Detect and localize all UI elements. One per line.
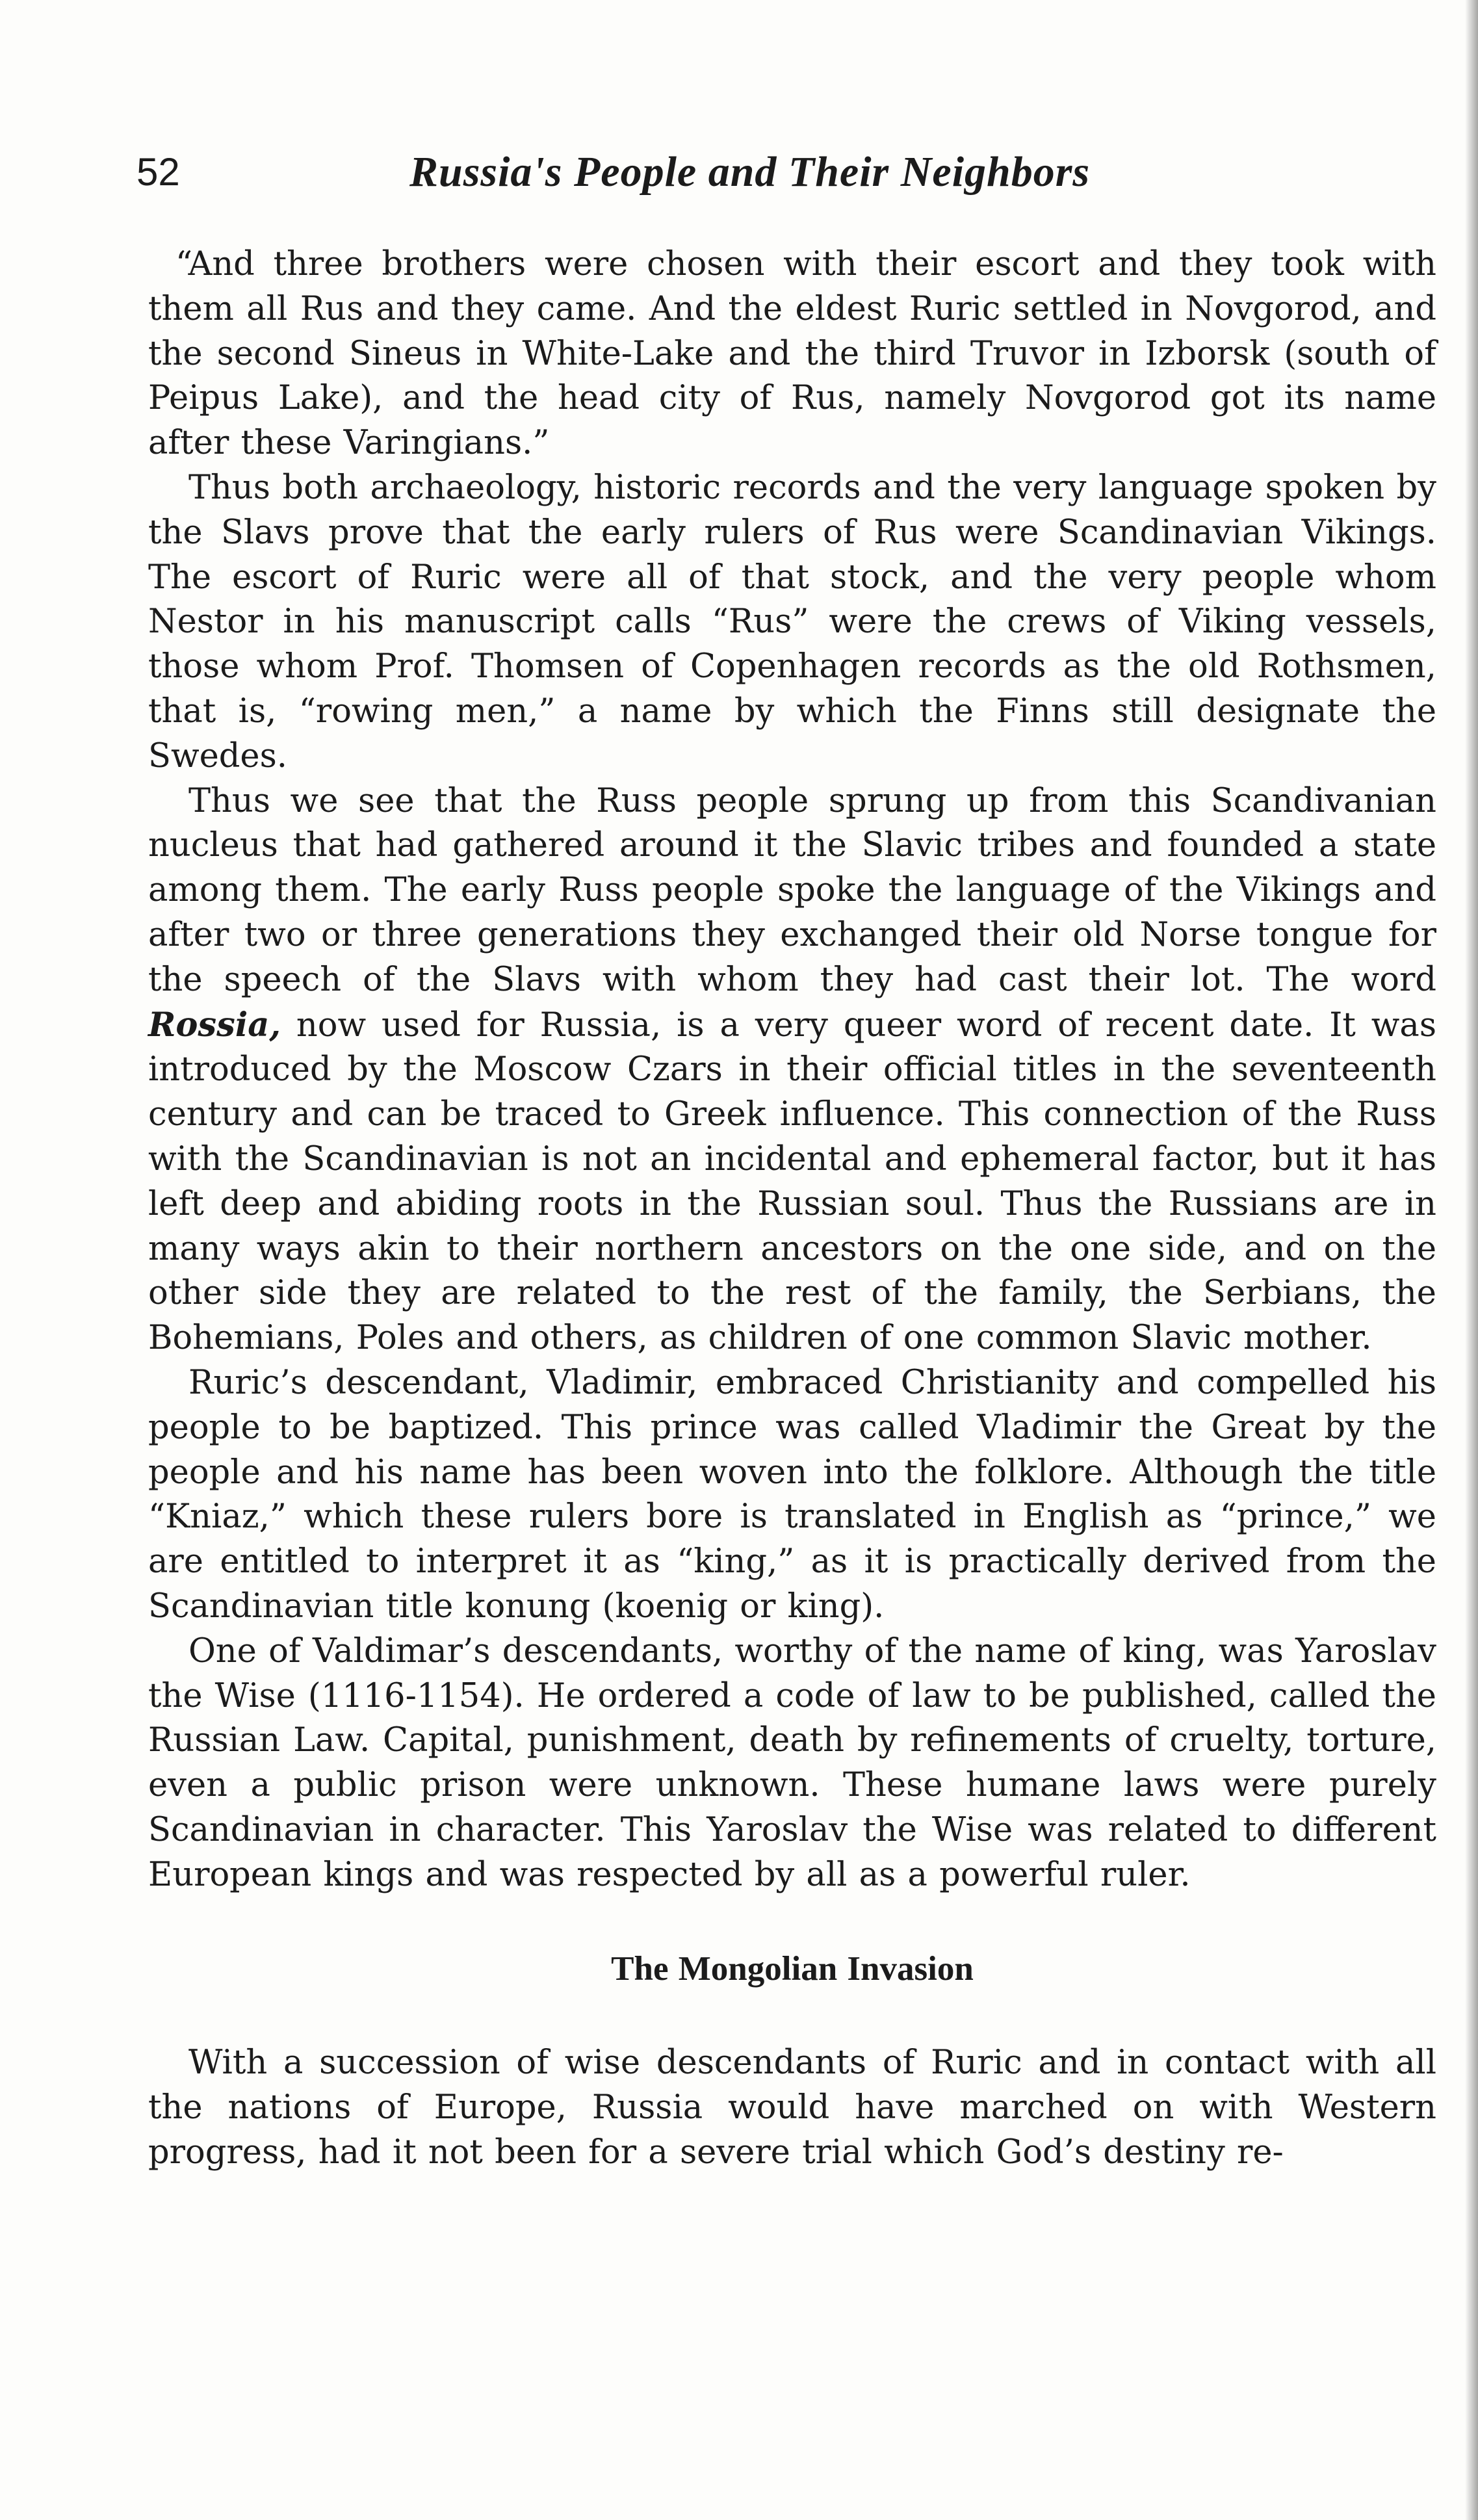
paragraph-vladimir: Ruric’s descendant, Vladimir, embraced Christianity and compelled his people to be baptized. This prince was called Vladimir the Great by the people and his name has been woven into the folklore. Although the title “Kniaz,” which these rulers bore is translated in English as “prince,” we are entitled to interpret it as “king,” as it is practically derived from the Scandinavian title konung (koenig or king). bbox=[148, 1363, 1436, 1626]
running-title: Russia's People and Their Neighbors bbox=[409, 148, 1091, 196]
paragraph-yaroslav: One of Valdimar’s descendants, worthy of the name of king, was Yaroslav the Wise (1116-1154). He ordered a code of law to be published, called the Russian Law. Capital, punishment, death by refinements of cruelty, torture, even a public prison were unknown. These humane laws were purely Scandinavian in character. This Yaroslav the Wise was related to different European kings and was respected by all as a powerful ruler. bbox=[148, 1631, 1436, 1894]
paragraph-quote: “And three brothers were chosen with their escort and they took with them all Rus and they came. And the eldest Ruric settled in Novgorod, and the second Sineus in White-Lake and the third Truvor in Izborsk (south of Peipus Lake), and the head city of Rus, namely Novgorod got its name after these Varingians.” bbox=[148, 245, 1436, 463]
rossia-italic-word: Rossia, bbox=[148, 1005, 281, 1045]
paragraph-russ-people-text-after: now used for Russia, is a very queer word of recent date. It was introduced by the Moscow Czars in their official titles in the seventeenth century and can be traced to Greek influence. This connection of the Russ with the Scandinavian is not an incidental and ephemeral factor, but it has left deep and abiding roots in the Russian soul. Thus the Russians are in many ways akin to their northern ancestors on the one side, and on the other side they are related to the rest of the family, the Serbians, the Bohemians, Poles and others, as children of one common Slavic mother. bbox=[148, 1006, 1436, 1358]
page-edge-shadow bbox=[1465, 0, 1478, 2520]
page-number: 52 bbox=[136, 150, 180, 194]
page-header bbox=[136, 146, 1176, 198]
paragraph-russ-people-text-before: Thus we see that the Russ people sprung up from this Scandivanian nucleus that had gathered around it the Slavic tribes and founded a state among them. The early Russ people spoke the language of the Vikings and after two or three generations they exchanged their old Norse tongue for the speech of the Slavs with whom they had cast their lot. The word bbox=[148, 781, 1436, 999]
paragraph-mongolian: With a succession of wise descendants of Ruric and in contact with all the nations of Europe, Russia would have marched on with Western progress, had it not been for a severe trial which God’s destiny re- bbox=[148, 2044, 1436, 2172]
section-heading: The Mongolian Invasion bbox=[611, 1950, 974, 1988]
paragraph-russ-people bbox=[148, 779, 1436, 1361]
body-text bbox=[148, 242, 1436, 2176]
paragraph-archaeology: Thus both archaeology, historic records and the very language spoken by the Slavs prove that the early rulers of Rus were Scandinavian Vikings. The escort of Ruric were all of that stock, and the very people whom Nestor in his manuscript calls “Rus” were the crews of Viking vessels, those whom Prof. Thomsen of Copenhagen records as the old Rothsmen, that is, “rowing men,” a name by which the Finns still designate the Swedes. bbox=[148, 468, 1436, 775]
